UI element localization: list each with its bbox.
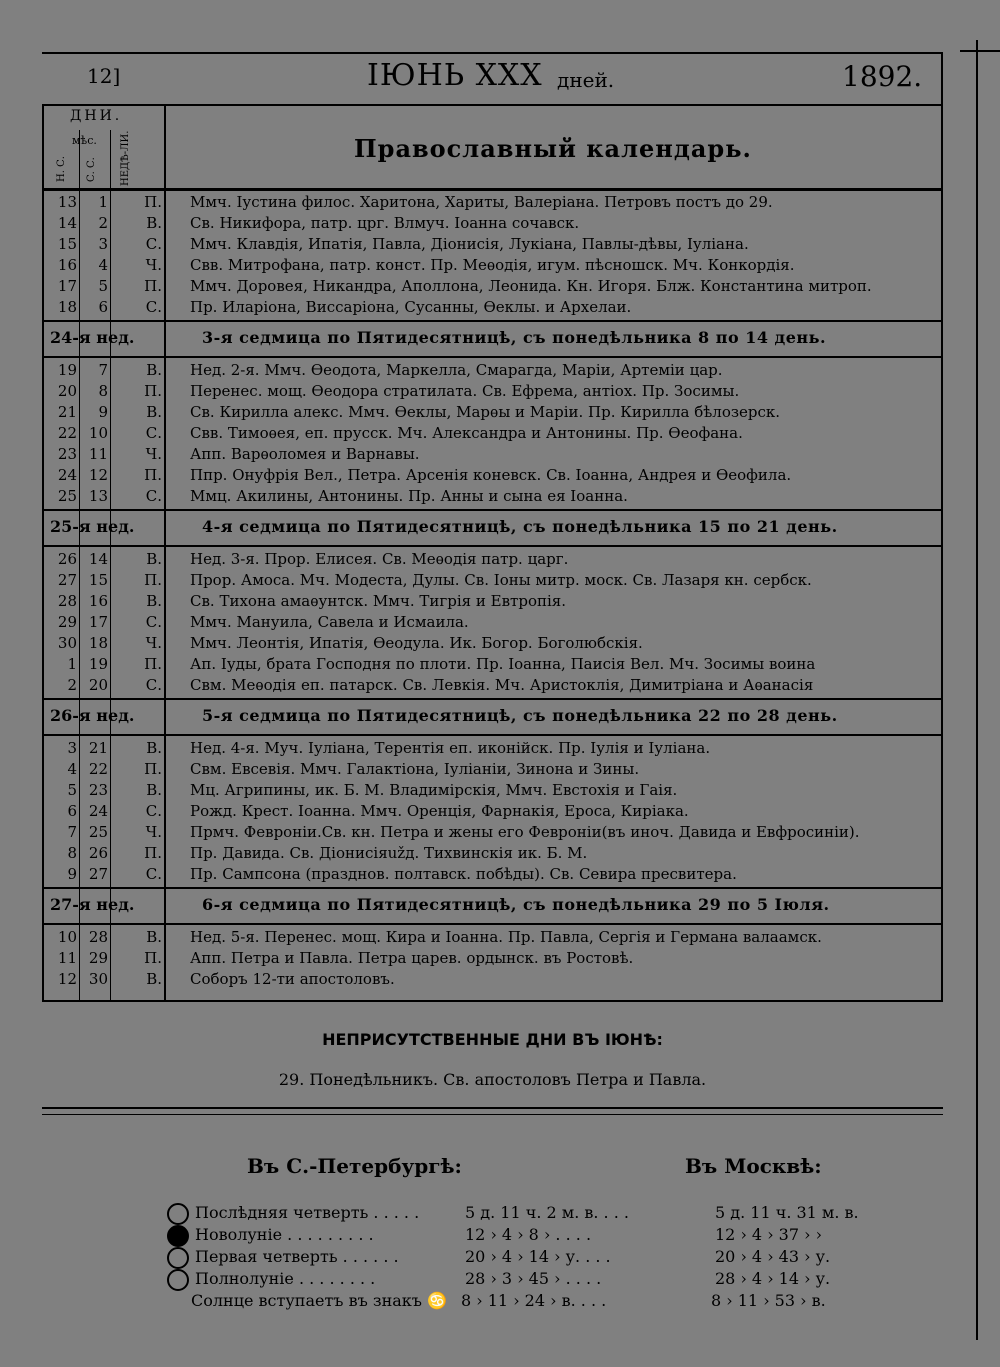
weekday: В. (146, 592, 162, 610)
moon-msk-time: 12 › 4 › 37 › › (715, 1225, 823, 1244)
moon-msk-time: 20 › 4 › 43 › у. (715, 1247, 831, 1266)
month-title: ІЮНЬ XXX (367, 58, 543, 93)
moon-phase-row (167, 1224, 822, 1247)
saints-entry: Свм. Евсевія. Ммч. Галактіона, Іуліаніи, Зинона и Зины. (190, 760, 640, 778)
year: 1892. (842, 60, 923, 93)
adjacent-page-strip (960, 40, 1000, 1340)
moon-phase-row (167, 1290, 826, 1312)
week-label: 26-я нед. (50, 706, 135, 725)
day-old-style: 10 (88, 424, 108, 442)
day-new-style: 21 (57, 403, 77, 421)
day-old-style: 22 (88, 760, 108, 778)
week-text: 5-я седмица по Пятидесятницѣ, съ понедѣльника 22 по 28 день. (202, 706, 838, 725)
col-divider-1 (79, 130, 80, 1000)
moon-phase-row (167, 1268, 830, 1291)
weekday: С. (145, 487, 162, 505)
day-old-style: 7 (98, 361, 108, 379)
saints-entry: Пр. Иларіона, Виссаріона, Сусанны, Ѳеклы. и Архелаи. (190, 298, 632, 316)
saints-entry: Ммч. Доровея, Никандра, Аполлона, Леонида. Кн. Игоря. Блж. Константина митроп. (190, 277, 872, 295)
day-new-style: 1 (67, 655, 77, 673)
saints-entry: Прмч. Февроніи.Св. кн. Петра и жены его Февроніи(въ иноч. Давида и Евфросиніи). (190, 823, 860, 841)
saints-entry: Свв. Тимоѳея, еп. прусск. Мч. Александра и Антонины. Пр. Ѳеофана. (190, 424, 743, 442)
day-new-style: 11 (57, 949, 77, 967)
weekday: В. (146, 739, 162, 757)
weekday: Ч. (145, 445, 162, 463)
day-old-style: 17 (88, 613, 108, 631)
saints-entry: Прор. Амоса. Мч. Модеста, Дулы. Св. Іоны митр. моск. Св. Лазаря кн. сербск. (190, 571, 812, 589)
week-label: 27-я нед. (50, 895, 135, 914)
day-old-style: 8 (98, 382, 108, 400)
saints-entry: Св. Кирилла алекс. Ммч. Ѳеклы, Марѳы и Маріи. Пр. Кирилла бѣлозерск. (190, 403, 781, 421)
saints-entry: Свм. Меѳодія еп. патарск. Св. Левкія. Мч. Аристоклія, Димитріана и Аѳанасія (190, 676, 814, 694)
saints-entry: Ап. Іуды, брата Господня по плоти. Пр. Іоанна, Паисія Вел. Мч. Зосимы воина (190, 655, 816, 673)
day-new-style: 19 (57, 361, 77, 379)
day-new-style: 10 (57, 928, 77, 946)
saints-entry: Апп. Варѳоломея и Варнавы. (190, 445, 420, 463)
weekday: В. (146, 361, 162, 379)
weekday: С. (145, 802, 162, 820)
day-new-style: 8 (67, 844, 77, 862)
week-row (42, 698, 943, 734)
strip-line (976, 40, 978, 1340)
day-old-style: 6 (98, 298, 108, 316)
moon-phase-label: Солнце вступаетъ въ знакъ ♋ (191, 1291, 447, 1310)
day-new-style: 18 (57, 298, 77, 316)
week-text: 6-я седмица по Пятидесятницѣ, съ понедѣльника 29 по 5 Іюля. (202, 895, 830, 914)
weekday: В. (146, 403, 162, 421)
day-old-style: 27 (88, 865, 108, 883)
top-rule (42, 52, 943, 54)
saints-entry: Пр. Давида. Св. Діонисіяužд. Тихвинскія ик. Б. М. (190, 844, 588, 862)
head-rule (42, 188, 943, 191)
day-old-style: 23 (88, 781, 108, 799)
day-old-style: 18 (88, 634, 108, 652)
moon-phase-icon (167, 1247, 189, 1269)
day-new-style: 5 (67, 781, 77, 799)
city-spb: Въ С.-Петербургѣ: (247, 1154, 462, 1178)
week-head: НЕДѢ-ЛИ. (120, 130, 131, 186)
weekday: С. (145, 298, 162, 316)
weekday: В. (146, 214, 162, 232)
day-old-style: 9 (98, 403, 108, 421)
saints-entry: Мц. Агрипины, ик. Б. М. Владимірскія, Ммч. Евстохія и Гаія. (190, 781, 678, 799)
weekday: В. (146, 928, 162, 946)
moon-phase-label: Полнолуніе . . . . . . . . (195, 1269, 376, 1288)
weekday: С. (145, 865, 162, 883)
saints-entry: Нед. 4-я. Муч. Іуліана, Терентія еп. иконійск. Пр. Іулія и Іуліана. (190, 739, 711, 757)
moon-phase-icon (167, 1203, 189, 1225)
day-old-style: 21 (88, 739, 108, 757)
week-rule (42, 923, 943, 925)
saints-entry: Ммч. Клавдія, Ипатія, Павла, Діонисія, Лукіана, Павлы-дѣвы, Іуліана. (190, 235, 749, 253)
day-new-style: 3 (67, 739, 77, 757)
moon-phase-label: Послѣдняя четверть . . . . . (195, 1203, 420, 1222)
week-label: 24-я нед. (50, 328, 135, 347)
weekday: С. (145, 235, 162, 253)
weekday: С. (145, 613, 162, 631)
weekday: С. (145, 424, 162, 442)
days-head: ДНИ. (70, 108, 123, 124)
weekday: П. (144, 277, 162, 295)
moon-msk-time: 5 д. 11 ч. 31 м. в. (715, 1203, 859, 1222)
week-rule (42, 356, 943, 358)
holidays-rule-1 (42, 1107, 943, 1109)
day-new-style: 30 (57, 634, 77, 652)
city-msk: Въ Москвѣ: (685, 1154, 822, 1178)
day-old-style: 5 (98, 277, 108, 295)
day-new-style: 25 (57, 487, 77, 505)
table-bottom-rule (42, 1000, 943, 1002)
weekday: П. (144, 949, 162, 967)
day-new-style: 27 (57, 571, 77, 589)
weekday: П. (144, 466, 162, 484)
weekday: П. (144, 571, 162, 589)
weekday: П. (144, 844, 162, 862)
day-new-style: 7 (67, 823, 77, 841)
holidays-title: НЕПРИСУТСТВЕННЫЕ ДНИ ВЪ ІЮНѢ: (322, 1030, 663, 1049)
day-old-style: 11 (88, 445, 108, 463)
weekday: П. (144, 655, 162, 673)
moon-msk-time: 8 › 11 › 53 › в. (711, 1291, 826, 1310)
weekday: Ч. (145, 823, 162, 841)
day-new-style: 14 (57, 214, 77, 232)
day-old-style: 29 (88, 949, 108, 967)
weekday: Ч. (145, 634, 162, 652)
day-new-style: 12 (57, 970, 77, 988)
day-new-style: 29 (57, 613, 77, 631)
calendar-page (42, 52, 943, 1342)
calendar-title: Православный календарь. (354, 134, 752, 163)
col-divider-3 (164, 104, 166, 1001)
moon-spb-time: 5 д. 11 ч. 2 м. в. . . . (465, 1203, 629, 1222)
week-rule (42, 734, 943, 736)
day-old-style: 4 (98, 256, 108, 274)
strip-rule (960, 50, 1000, 52)
day-new-style: 26 (57, 550, 77, 568)
moon-phase-icon (167, 1225, 189, 1247)
moon-phase-row (167, 1246, 830, 1269)
day-old-style: 15 (88, 571, 108, 589)
moon-phase-label: Первая четверть . . . . . . (195, 1247, 399, 1266)
weekday: П. (144, 760, 162, 778)
day-new-style: 13 (57, 193, 77, 211)
saints-entry: Нед. 3-я. Прор. Елисея. Св. Меѳодія патр. царг. (190, 550, 569, 568)
month-head: мѣс. (72, 134, 97, 147)
saints-entry: Нед. 2-я. Ммч. Ѳеодота, Маркелла, Смарагда, Маріи, Артеміи цар. (190, 361, 723, 379)
day-new-style: 9 (67, 865, 77, 883)
day-old-style: 2 (98, 214, 108, 232)
day-old-style: 24 (88, 802, 108, 820)
week-rule (42, 545, 943, 547)
week-row (42, 509, 943, 545)
saints-entry: Свв. Митрофана, патр. конст. Пр. Меѳодія, игум. пѣсношск. Мч. Конкордія. (190, 256, 795, 274)
day-new-style: 23 (57, 445, 77, 463)
saints-entry: Ммч. Мануила, Савела и Исмаила. (190, 613, 469, 631)
moon-spb-time: 8 › 11 › 24 › в. . . . (461, 1291, 607, 1310)
header-rule (42, 104, 943, 106)
moon-spb-time: 28 › 3 › 45 › . . . . (465, 1269, 602, 1288)
saints-entry: Ммч. Леонтія, Ипатія, Ѳеодула. Ик. Богор. Боголюбскія. (190, 634, 643, 652)
day-old-style: 19 (88, 655, 108, 673)
saints-entry: Св. Никифора, патр. црг. Влмуч. Іоанна сочавск. (190, 214, 580, 232)
day-new-style: 28 (57, 592, 77, 610)
day-new-style: 2 (67, 676, 77, 694)
day-new-style: 24 (57, 466, 77, 484)
day-old-style: 28 (88, 928, 108, 946)
day-new-style: 17 (57, 277, 77, 295)
week-row (42, 320, 943, 356)
day-new-style: 20 (57, 382, 77, 400)
moon-spb-time: 20 › 4 › 14 › у. . . . (465, 1247, 611, 1266)
weekday: В. (146, 550, 162, 568)
day-old-style: 1 (98, 193, 108, 211)
month-days: дней. (557, 68, 615, 92)
day-old-style: 26 (88, 844, 108, 862)
weekday: С. (145, 676, 162, 694)
day-new-style: 22 (57, 424, 77, 442)
saints-entry: Апп. Петра и Павла. Петра царев. ордынск. въ Ростовѣ. (190, 949, 634, 967)
week-label: 25-я нед. (50, 517, 135, 536)
col-divider-2 (110, 130, 111, 1000)
moon-phase-row (167, 1202, 859, 1225)
saints-entry: Соборъ 12-ти апостоловъ. (190, 970, 395, 988)
saints-entry: Ппр. Онуфрія Вел., Петра. Арсенія коневск. Св. Іоанна, Андрея и Ѳеофила. (190, 466, 792, 484)
week-text: 4-я седмица по Пятидесятницѣ, съ понедѣльника 15 по 21 день. (202, 517, 838, 536)
day-old-style: 3 (98, 235, 108, 253)
day-new-style: 16 (57, 256, 77, 274)
day-new-style: 6 (67, 802, 77, 820)
day-old-style: 13 (88, 487, 108, 505)
moon-phase-icon (167, 1293, 185, 1311)
holidays-line: 29. Понедѣльникъ. Св. апостоловъ Петра и Павла. (278, 1070, 707, 1089)
weekday: П. (144, 193, 162, 211)
day-old-style: 30 (88, 970, 108, 988)
moon-phase-icon (167, 1269, 189, 1291)
day-old-style: 20 (88, 676, 108, 694)
holidays-rule-2 (42, 1114, 943, 1115)
weekday: В. (146, 781, 162, 799)
saints-entry: Ммц. Акилины, Антонины. Пр. Анны и сына ея Іоанна. (190, 487, 628, 505)
saints-entry: Перенес. мощ. Ѳеодора стратилата. Св. Ефрема, антіох. Пр. Зосимы. (190, 382, 740, 400)
weekday: В. (146, 970, 162, 988)
moon-spb-time: 12 › 4 › 8 › . . . . (465, 1225, 592, 1244)
moon-msk-time: 28 › 4 › 14 › у. (715, 1269, 831, 1288)
saints-entry: Рожд. Крест. Іоанна. Ммч. Оренція, Фарнакія, Ероса, Киріака. (190, 802, 689, 820)
ss-head: С. С. (86, 157, 97, 182)
saints-entry: Ммч. Іустина филос. Харитона, Хариты, Валеріана. Петровъ постъ до 29. (190, 193, 773, 211)
ns-head: Н. С. (56, 156, 67, 182)
moon-phase-label: Новолуніе . . . . . . . . . (195, 1225, 374, 1244)
page-number: 12] (87, 64, 121, 88)
weekday: Ч. (145, 256, 162, 274)
day-new-style: 4 (67, 760, 77, 778)
day-old-style: 12 (88, 466, 108, 484)
week-row (42, 887, 943, 923)
saints-entry: Нед. 5-я. Перенес. мощ. Кира и Іоанна. Пр. Павла, Сергія и Германа валаамск. (190, 928, 822, 946)
day-old-style: 25 (88, 823, 108, 841)
saints-entry: Пр. Сампсона (празднов. полтавск. побѣды). Св. Севира пресвитера. (190, 865, 737, 883)
day-new-style: 15 (57, 235, 77, 253)
saints-entry: Св. Тихона амаѳунтск. Ммч. Тигрія и Евтропія. (190, 592, 567, 610)
day-old-style: 16 (88, 592, 108, 610)
week-text: 3-я седмица по Пятидесятницѣ, съ понедѣльника 8 по 14 день. (202, 328, 827, 347)
weekday: П. (144, 382, 162, 400)
day-old-style: 14 (88, 550, 108, 568)
